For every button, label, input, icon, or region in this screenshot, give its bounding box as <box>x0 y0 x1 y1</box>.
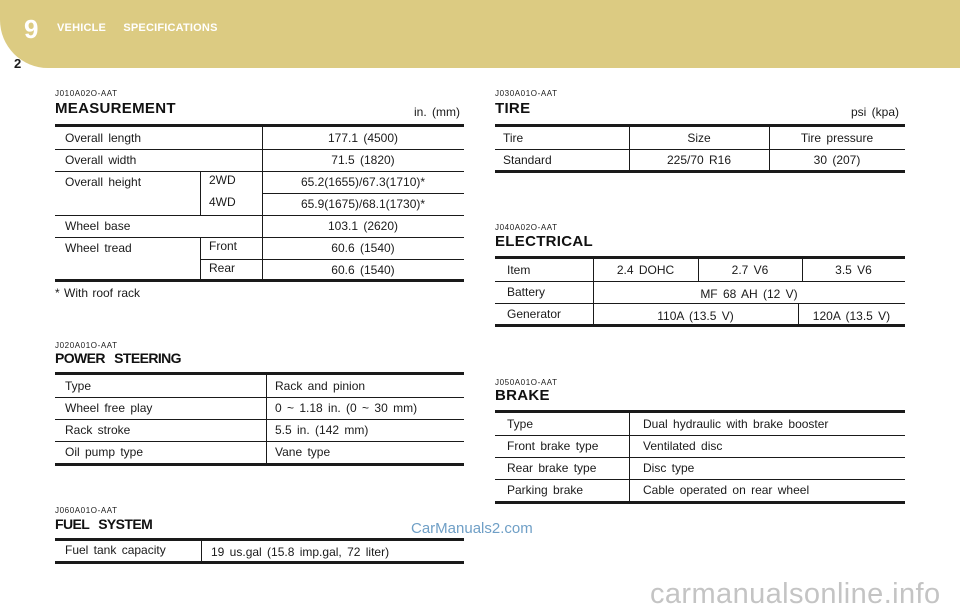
overall-height-2wd-value: 65.2(1655)/67.3(1710)* <box>300 175 426 189</box>
overall-width-label: Overall width <box>65 153 137 167</box>
rear-brake-type-label: Rear brake type <box>507 461 597 475</box>
tire-title: TIRE <box>495 100 531 117</box>
steering-type-label: Type <box>65 379 92 393</box>
roof-rack-note: * With roof rack <box>55 286 141 300</box>
wheel-free-play-label: Wheel free play <box>65 401 153 415</box>
tire-standard-size: 225/70 R16 <box>666 153 732 167</box>
overall-height-4wd: 4WD <box>209 195 236 209</box>
wheel-tread-label: Wheel tread <box>65 241 132 255</box>
electrical-header-24dohc: 2.4 DOHC <box>616 263 675 277</box>
electrical-header-35v6: 3.5 V6 <box>835 263 872 277</box>
tire-header-tire: Tire <box>503 131 524 145</box>
tire-header-size: Size <box>687 131 711 145</box>
brake-table <box>495 410 905 504</box>
brake-type-value: Dual hydraulic with brake booster <box>643 417 829 431</box>
oil-pump-type-value: Vane type <box>275 445 331 459</box>
battery-label: Battery <box>507 285 546 299</box>
overall-width-value: 71.5 (1820) <box>331 153 395 167</box>
steering-type-value: Rack and pinion <box>275 379 366 393</box>
front-brake-type-label: Front brake type <box>507 439 599 453</box>
brake-type-label: Type <box>507 417 534 431</box>
wheel-free-play-value: 0 ~ 1.18 in. (0 ~ 30 mm) <box>275 401 418 415</box>
fuel-tank-capacity-label: Fuel tank capacity <box>65 543 166 557</box>
generator-value-24-27: 110A (13.5 V) <box>657 309 734 323</box>
measurement-table <box>55 124 464 282</box>
watermark-carmanuals2: CarManuals2.com <box>411 520 533 537</box>
tire-code: J030A01O-AAT <box>495 89 558 98</box>
brake-code: J050A01O-AAT <box>495 378 558 387</box>
overall-length-label: Overall length <box>65 131 142 145</box>
brake-title: BRAKE <box>495 387 550 404</box>
power-steering-table <box>55 372 464 466</box>
overall-length-value: 177.1 (4500) <box>327 131 399 145</box>
generator-value-35: 120A (13.5 V) <box>812 309 891 323</box>
wheel-base-label: Wheel base <box>65 219 131 233</box>
front-brake-type-value: Ventilated disc <box>643 439 723 453</box>
tire-standard-pressure: 30 (207) <box>813 153 861 167</box>
power-steering-title: POWER STEERING <box>55 350 181 366</box>
overall-height-label: Overall height <box>65 175 142 189</box>
generator-label: Generator <box>507 307 562 321</box>
tire-standard-label: Standard <box>503 153 552 167</box>
parking-brake-value: Cable operated on rear wheel <box>643 483 810 497</box>
page-number: 2 <box>14 56 22 71</box>
chapter-title: VEHICLE SPECIFICATIONS <box>57 22 218 34</box>
header-band <box>0 0 960 68</box>
measurement-title: MEASUREMENT <box>55 100 176 117</box>
chapter-number: 9 <box>24 14 39 44</box>
electrical-header-27v6: 2.7 V6 <box>731 263 769 277</box>
fuel-system-table <box>55 538 464 564</box>
battery-value: MF 68 AH (12 V) <box>700 287 798 301</box>
overall-height-2wd: 2WD <box>209 173 236 187</box>
electrical-table <box>495 256 905 327</box>
tire-table <box>495 124 905 173</box>
fuel-tank-capacity-value: 19 us.gal (15.8 imp.gal, 72 liter) <box>211 545 390 559</box>
measurement-unit: in. (mm) <box>414 105 460 119</box>
parking-brake-label: Parking brake <box>507 483 584 497</box>
wheel-tread-rear-value: 60.6 (1540) <box>331 263 395 277</box>
tire-header-pressure: Tire pressure <box>800 131 874 145</box>
fuel-system-title: FUEL SYSTEM <box>55 516 153 532</box>
tire-unit: psi (kpa) <box>851 105 900 119</box>
electrical-title: ELECTRICAL <box>495 233 593 250</box>
rack-stroke-label: Rack stroke <box>65 423 131 437</box>
wheel-tread-front-value: 60.6 (1540) <box>331 241 395 255</box>
wheel-tread-rear: Rear <box>209 261 236 275</box>
power-steering-code: J020A01O-AAT <box>55 341 118 350</box>
wheel-base-value: 103.1 (2620) <box>327 219 399 233</box>
measurement-code: J010A02O-AAT <box>55 89 118 98</box>
fuel-system-code: J060A01O-AAT <box>55 506 118 515</box>
electrical-code: J040A02O-AAT <box>495 223 558 232</box>
rack-stroke-value: 5.5 in. (142 mm) <box>275 423 369 437</box>
overall-height-4wd-value: 65.9(1675)/68.1(1730)* <box>300 197 426 211</box>
oil-pump-type-label: Oil pump type <box>65 445 144 459</box>
rear-brake-type-value: Disc type <box>643 461 695 475</box>
electrical-header-item: Item <box>507 263 531 277</box>
watermark-carmanualsonline: carmanualsonline.info <box>650 578 941 610</box>
wheel-tread-front: Front <box>209 239 238 253</box>
